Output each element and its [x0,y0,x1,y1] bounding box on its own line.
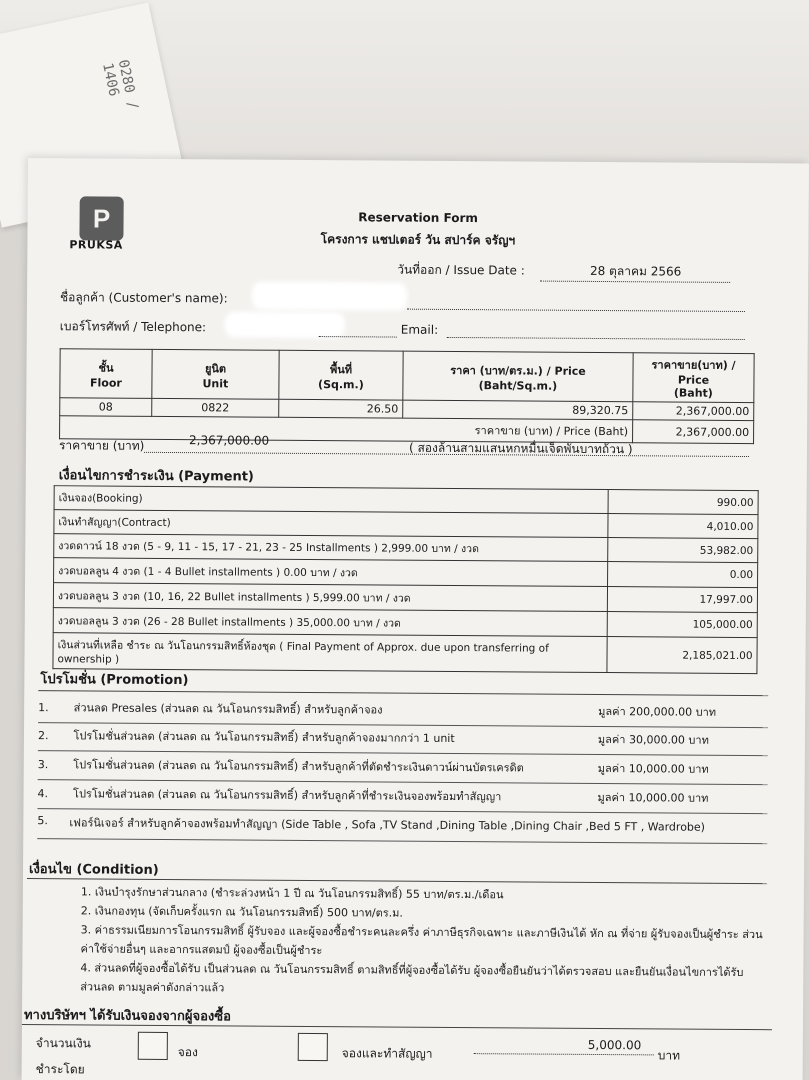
header-floor: ชั้น Floor [60,349,152,399]
email-line [447,337,745,340]
form-title: Reservation Form [358,210,478,226]
email-label: Email: [400,322,439,337]
promo-number: 3. [37,758,49,772]
payment-label: งวดบอลลูน 4 งวด (1 - 4 Bullet installments ) 0.00 บาท / งวด [54,558,608,587]
payment-table [52,485,758,674]
condition-item: 1. เงินบำรุงรักษาส่วนกลาง (ชำระล่วงหน้า 1 ปี ณ วันโอนกรรมสิทธิ์) 55 บาท/ตร.ม./เดือน [80,885,504,902]
condition-item: 4. ส่วนลดที่ผู้จองซื้อได้รับ เป็นส่วนลด ณ วันโอนกรรมสิทธิ์ ตามสิทธิ์ที่ผู้จองซื้อได้รับ ผู้จองซื้อยืนยันว่าได้ตรวจสอบ และยืนยันเงื่อนไขการได้รับส่วนลด ตามมูลค่าดังกล่าวแล้ว [80,961,744,995]
list-item [38,755,768,785]
condition-item: 3. ค่าธรรมเนียมการโอนกรรมสิทธิ์ ผู้รับจอง และผู้จองซื้อชำระคนละครึ่ง ค่าภาษีธุรกิจเฉพาะ และภาษีเงินได้ หัก ณ ที่จ่าย ผู้รับจองเป็นผู้ชำระ ส่วนค่าใช้จ่ายอื่นๆ และอากรแสตมป์ ผู้จองซื้อเป็นผู้ชำระ [80,923,763,958]
redacted-name [252,282,407,311]
customer-name-label: ชื่อลูกค้า (Customer's name): [59,290,228,306]
issue-date-label: วันที่ออก / Issue Date : [397,262,525,278]
payment-amount: 53,982.00 [608,538,758,563]
pruksa-logo-icon: P [79,196,123,240]
price-line [58,433,759,460]
cell-price: 2,367,000.00 [633,402,754,421]
payment-label: เงินส่วนที่เหลือ ชำระ ณ วันโอนกรรมสิทธิ์ห้องชุด ( Final Payment of Approx. due upon transferring of ownership ) [53,633,607,673]
header-unit: ยูนิต Unit [152,349,279,399]
telephone-label: เบอร์โทรศัพท์ / Telephone: [59,319,207,335]
unit-table [59,348,755,444]
payment-amount: 990.00 [608,490,758,515]
payment-label: เงินจอง(Booking) [54,486,608,514]
cell-price-sqm: 89,320.75 [403,400,633,420]
payment-label: งวดบอลลูน 3 งวด (10, 16, 22 Bullet installments ) 5,999.00 บาท / งวด [53,583,607,612]
header-area: พื้นที่ (Sq.m.) [279,350,403,400]
promo-text: ส่วนลด Presales (ส่วนลด ณ วันโอนกรรมสิทธิ์) สำหรับลูกค้าจอง [73,701,383,717]
unit-table-header [60,349,754,403]
issue-date-value: 28 ตุลาคม 2566 [541,262,731,283]
payment-amount: 2,185,021.00 [607,637,757,674]
payment-amount: 17,997.00 [607,587,757,613]
price-words: ( สองล้านสามแสนหกหมื่นเจ็ดพันบาทถ้วน ) [408,440,633,457]
cell-area: 26.50 [279,399,403,418]
price-value: 2,367,000.00 [188,433,270,448]
promo-value: มูลค่า 10,000.00 บาท [597,790,709,805]
payment-heading: เงื่อนไขการชำระเงิน (Payment) [58,468,254,485]
total-value: 2,367,000.00 [633,420,754,444]
booking-option-label: จอง [177,1045,198,1060]
promo-text: โปรโมชั่นส่วนลด (ส่วนลด ณ วันโอนกรรมสิทธิ์) สำหรับลูกค้าที่ตัดชำระเงินดาวน์ผ่านบัตรเครดิต [73,758,524,775]
promo-value: มูลค่า 10,000.00 บาท [597,761,709,776]
payment-label: เงินทำสัญญา(Contract) [54,510,608,538]
contract-checkbox[interactable] [298,1033,328,1061]
receipt-amount-line [474,1053,654,1055]
header-price-sqm: ราคา (บาท/ตร.ม.) / Price (Baht/Sq.m.) [403,351,633,402]
list-item [37,784,767,814]
receipt-heading: ทางบริษัทฯ ได้รับเงินจองจากผู้จองซื้อ [23,1007,231,1025]
brand-name: PRUKSA [69,238,123,252]
redacted-phone [225,311,345,338]
promo-value: มูลค่า 200,000.00 บาท [598,704,717,719]
reservation-form-paper [22,158,809,1080]
promo-number: 5. [37,814,48,828]
currency-label: บาท [657,1048,681,1063]
receipt-divider [22,1024,772,1030]
price-label: ราคาขาย (บาท) [58,438,145,453]
promotion-divider [38,690,768,696]
receipt-amount-value: 5,000.00 [587,1037,642,1053]
payment-label: งวดดาวน์ 18 งวด (5 - 9, 11 - 15, 17 - 21, 23 - 25 Installments ) 2,999.00 บาท / งวด [54,534,608,562]
cell-unit: 0822 [152,398,279,417]
promo-text: โปรโมชั่นส่วนลด (ส่วนลด ณ วันโอนกรรมสิทธิ์) สำหรับลูกค้าที่ชำระเงินจองพร้อมทำสัญญา [73,787,502,804]
payment-amount: 105,000.00 [607,612,757,638]
receipt-handwriting: 0280 / 1406 [99,58,141,112]
payment-amount: 4,010.00 [608,514,758,539]
promo-number: 1. [38,701,49,715]
table-row [53,633,757,674]
amount-label: จำนวนเงิน [35,1036,91,1051]
list-item [38,698,768,728]
project-name: โครงการ แชปเตอร์ วัน สปาร์ค จรัญฯ [320,232,516,248]
paid-by-label: ชำระโดย [35,1062,85,1077]
promo-text: โปรโมชั่นส่วนลด (ส่วนลด ณ วันโอนกรรมสิทธิ์) สำหรับลูกค้าจองมากกว่า 1 unit [73,729,455,745]
cell-floor: 08 [60,398,152,417]
contract-option-label: จองและทำสัญญา [341,1046,433,1061]
promotion-heading: โปรโมชั่น (Promotion) [40,672,189,689]
header-price: ราคาขาย(บาท) / Price (Baht) [633,353,754,403]
promo-number: 4. [37,787,49,801]
promo-text: เฟอร์นิเจอร์ สำหรับลูกค้าจองพร้อมทำสัญญา (Side Table , Sofa ,TV Stand ,Dining Table ,Dining Chair ,Bed 5 FT , Wardrobe) [69,816,706,834]
promo-number: 2. [37,729,49,743]
payment-label: งวดบอลลูน 3 งวด (26 - 28 Bullet installments ) 35,000.00 บาท / งวด [53,608,607,637]
condition-item: 2. เงินกองทุน (จัดเก็บครั้งแรก ณ วันโอนกรรมสิทธิ์) 500 บาท/ตร.ม. [80,904,403,920]
list-item [38,726,768,756]
payment-amount: 0.00 [608,562,758,588]
promo-value: มูลค่า 30,000.00 บาท [597,732,709,747]
total-label: ราคาขาย (บาท) / Price (Baht) [60,416,633,443]
booking-checkbox[interactable] [138,1032,168,1060]
customer-name-line [407,309,745,312]
condition-heading: เงื่อนไข (Condition) [28,862,159,878]
issue-date [397,261,731,283]
condition-list [80,882,771,1001]
list-item [37,814,767,844]
